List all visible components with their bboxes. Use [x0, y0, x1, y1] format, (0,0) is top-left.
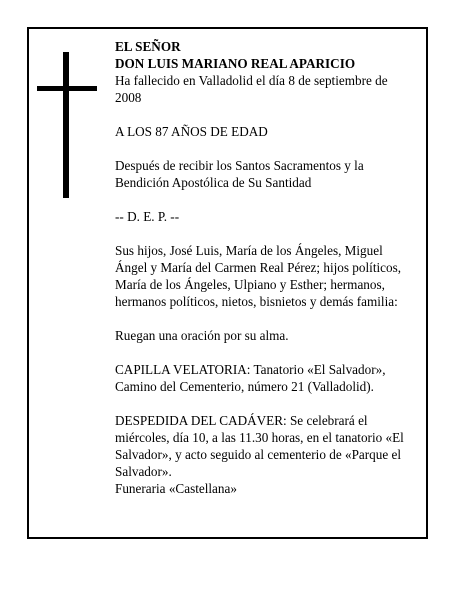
age-line: A LOS 87 AÑOS DE EDAD	[115, 124, 268, 139]
farewell-line: DESPEDIDA DEL CADÁVER: Se celebrará el miércoles, día 10, a las 11.30 horas, en el tanatorio «El Salvador», y acto seguido al cementerio de «Parque el Salvador».	[115, 413, 404, 479]
prayer-line: Ruegan una oración por su alma.	[115, 328, 289, 343]
sacraments-line: Después de recibir los Santos Sacramentos y la Bendición Apostólica de Su Santidad	[115, 158, 364, 190]
funeral-home-line: Funeraria «Castellana»	[115, 481, 237, 496]
obituary-text	[115, 38, 413, 497]
deceased-name: DON LUIS MARIANO REAL APARICIO	[115, 56, 356, 71]
death-info: Ha fallecido en Valladolid el día 8 de septiembre de 2008	[115, 73, 388, 105]
title-line-1: EL SEÑOR	[115, 39, 181, 54]
cross-icon	[37, 52, 97, 198]
rip-line: -- D. E. P. --	[115, 209, 180, 224]
chapel-line: CAPILLA VELATORIA: Tanatorio «El Salvador», Camino del Cementerio, número 21 (Valladolid).	[115, 362, 386, 394]
family-line: Sus hijos, José Luis, María de los Ángeles, Miguel Ángel y María del Carmen Real Pérez; hijos políticos, María de los Ángeles, Ulpiano y Esther; hermanos, hermanos políticos, nietos, bisnietos y demás familia:	[115, 243, 402, 309]
